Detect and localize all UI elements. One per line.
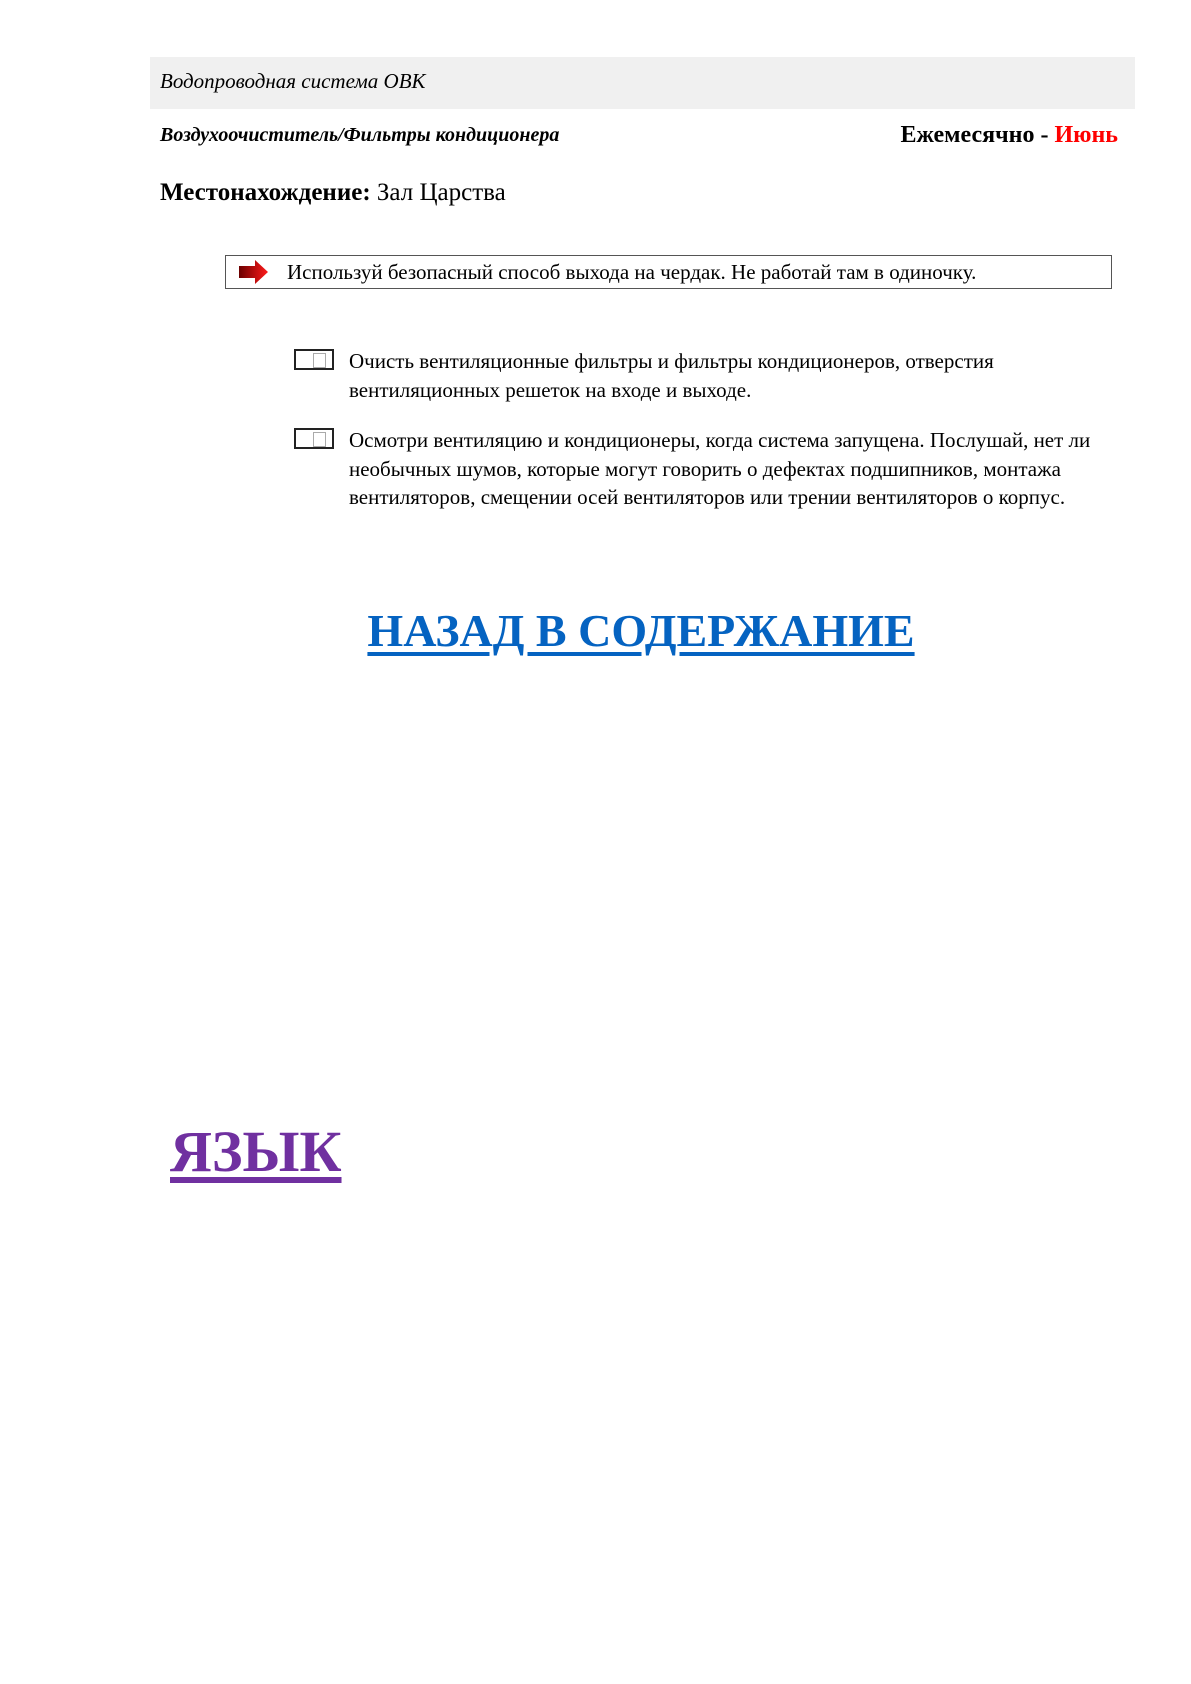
frequency-label — [900, 122, 1118, 149]
task-text: Очисть вентиляционные фильтры и фильтры кондиционеров, отверстия вентиляционных решеток на входе и выходе. — [349, 349, 994, 402]
back-to-contents-link[interactable]: НАЗАД В СОДЕРЖАНИЕ — [367, 605, 915, 656]
section-subtitle: Воздухоочиститель/Фильтры кондиционера — [160, 124, 560, 146]
frequency-text: Ежемесячно - — [900, 122, 1055, 148]
month-label: Июнь — [1054, 122, 1118, 148]
task-checkbox[interactable] — [294, 428, 334, 449]
task-checkbox[interactable] — [294, 349, 334, 370]
location-line — [160, 179, 506, 207]
checkbox-glyph-icon — [313, 432, 326, 447]
location-label: Местонахождение: — [160, 179, 371, 206]
warning-box — [225, 255, 1112, 289]
red-arrow-icon — [239, 260, 269, 284]
language-link[interactable]: ЯЗЫК — [170, 1119, 342, 1184]
location-value: Зал Царства — [370, 179, 506, 206]
checkbox-glyph-icon — [313, 353, 326, 368]
task-item — [294, 426, 1114, 512]
warning-text: Используй безопасный способ выхода на чердак. Не работай там в одиночку. — [287, 259, 977, 284]
page-header-title: Водопроводная система ОВК — [160, 69, 426, 93]
task-item — [294, 347, 1114, 404]
task-text: Осмотри вентиляцию и кондиционеры, когда система запущена. Послушай, нет ли необычных шумов, которые могут говорить о дефектах подшипников, монтажа вентиляторов, смещении осей вентиляторов или трении вентиляторов о корпус. — [349, 428, 1091, 510]
